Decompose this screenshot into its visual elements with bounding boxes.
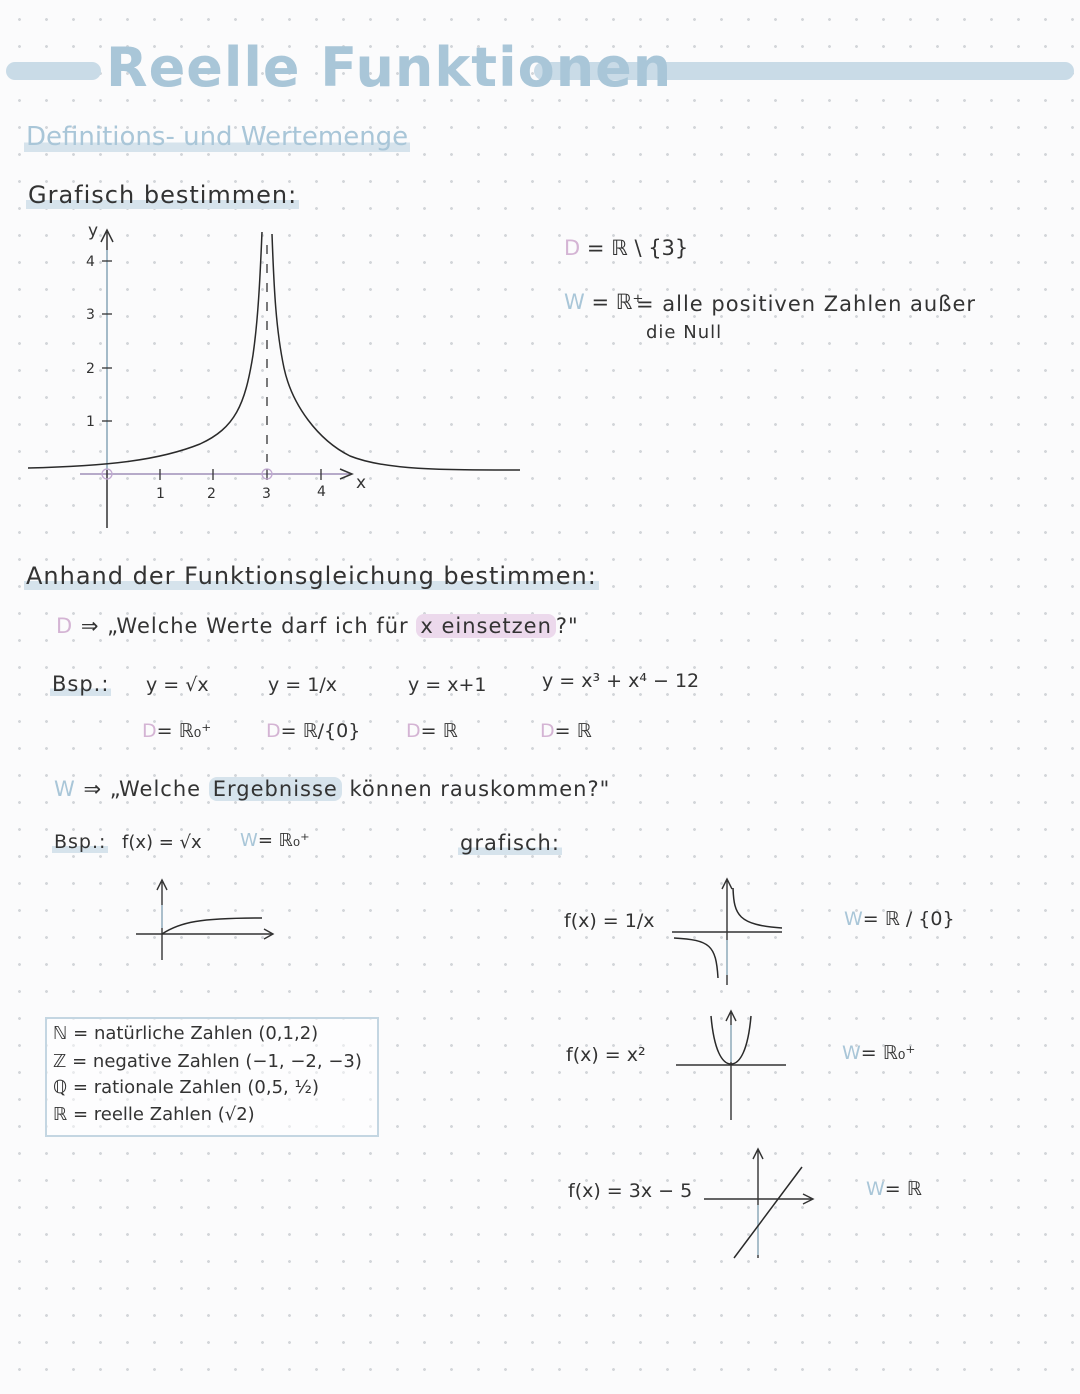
hyperbola-branch-left — [674, 938, 718, 978]
number-set-integer: ℤ = negative Zahlen (−1, −2, −3) — [53, 1051, 362, 1072]
example-domain-2-value: = ℝ/{0} — [280, 720, 361, 742]
parabola-sketch — [676, 1011, 786, 1120]
domain-value: = ℝ \ {3} — [586, 236, 689, 260]
grafisch-label-text: grafisch: — [460, 831, 560, 855]
graph-example-3-eq: f(x) = 3x − 5 — [568, 1180, 693, 1202]
x-tick-label-4: 4 — [317, 484, 326, 500]
range-symbol: W — [564, 290, 585, 314]
domain-question-pre: ⇒ „Welche Werte darf ich für — [80, 614, 409, 638]
graph-example-2-range-value: = ℝ₀⁺ — [860, 1042, 916, 1064]
linear-sketch — [704, 1149, 813, 1258]
bsp2-label-text: Bsp.: — [54, 831, 107, 853]
y-tick-label-3: 3 — [86, 307, 95, 323]
graph-example-1-range-symbol: W — [844, 908, 863, 930]
example-domain-2-symbol: D — [266, 720, 281, 742]
example-eq-4: y = x³ + x⁴ − 12 — [542, 670, 700, 692]
example-domain-1-value: = ℝ₀⁺ — [156, 720, 212, 742]
example-domain-3-symbol: D — [406, 720, 421, 742]
domain-question-post: ?" — [555, 614, 579, 638]
domain-symbol: D — [564, 236, 581, 260]
bsp2-equation: f(x) = √x — [122, 832, 202, 853]
graph-example-1-range-value: = ℝ / {0} — [862, 908, 955, 930]
x-axis-label: x — [356, 473, 367, 493]
graph-example-2-eq: f(x) = x² — [566, 1044, 646, 1066]
range-explanation-1: = alle positiven Zahlen außer — [636, 292, 977, 316]
example-domain-3-value: = ℝ — [420, 720, 458, 742]
x-tick-label-3: 3 — [262, 486, 271, 502]
number-set-natural: ℕ = natürliche Zahlen (0,1,2) — [53, 1023, 319, 1044]
graph-example-2-range-symbol: W — [842, 1042, 861, 1064]
example-eq-1: y = √x — [146, 674, 209, 696]
example-domain-4-symbol: D — [540, 720, 555, 742]
y-axis-label: y — [88, 221, 99, 241]
example-domain-4-value: = ℝ — [554, 720, 592, 742]
range-value: = ℝ⁺ — [591, 290, 644, 314]
example-domain-1-symbol: D — [142, 720, 157, 742]
subtitle-text: Definitions- und Wertemenge — [26, 122, 409, 152]
graph-example-3-range-symbol: W — [866, 1178, 885, 1200]
y-tick-label-4: 4 — [86, 254, 95, 270]
y-tick-label-2: 2 — [86, 361, 95, 377]
hyperbola-sketch — [672, 879, 782, 985]
domain-question-highlight: x einsetzen — [416, 614, 556, 638]
y-tick-label-1: 1 — [86, 414, 95, 430]
graph-example-1-eq: f(x) = 1/x — [564, 910, 655, 932]
graphic-heading-text: Grafisch bestimmen: — [28, 181, 298, 209]
bsp2-range-value: = ℝ₀⁺ — [257, 830, 310, 851]
example-eq-2: y = 1/x — [268, 674, 337, 696]
linear-line — [734, 1167, 802, 1258]
domain-question-symbol: D — [56, 614, 74, 638]
number-set-real: ℝ = reelle Zahlen (√2) — [53, 1104, 255, 1125]
range-question-highlight: Ergebnisse — [209, 777, 342, 801]
range-question-pre: ⇒ „Welche — [83, 777, 202, 801]
equation-heading-text: Anhand der Funktionsgleichung bestimmen: — [26, 562, 597, 590]
number-set-rational: ℚ = rationale Zahlen (0,5, ½) — [53, 1077, 319, 1098]
example-eq-3: y = x+1 — [408, 674, 487, 696]
graph-example-3-range-value: = ℝ — [884, 1178, 922, 1200]
range-question-post: können rauskommen?" — [349, 777, 611, 801]
bsp-label-text: Bsp.: — [52, 672, 110, 696]
x-tick-label-2: 2 — [207, 486, 216, 502]
hyperbola-branch-right — [733, 888, 782, 928]
range-explanation-2: die Null — [646, 322, 723, 343]
x-tick-label-1: 1 — [156, 486, 165, 502]
number-sets-box — [45, 1017, 379, 1137]
page-title: Reelle Funktionen — [106, 36, 673, 99]
range-question-symbol: W — [54, 777, 76, 801]
bsp2-range-symbol: W — [240, 830, 258, 851]
